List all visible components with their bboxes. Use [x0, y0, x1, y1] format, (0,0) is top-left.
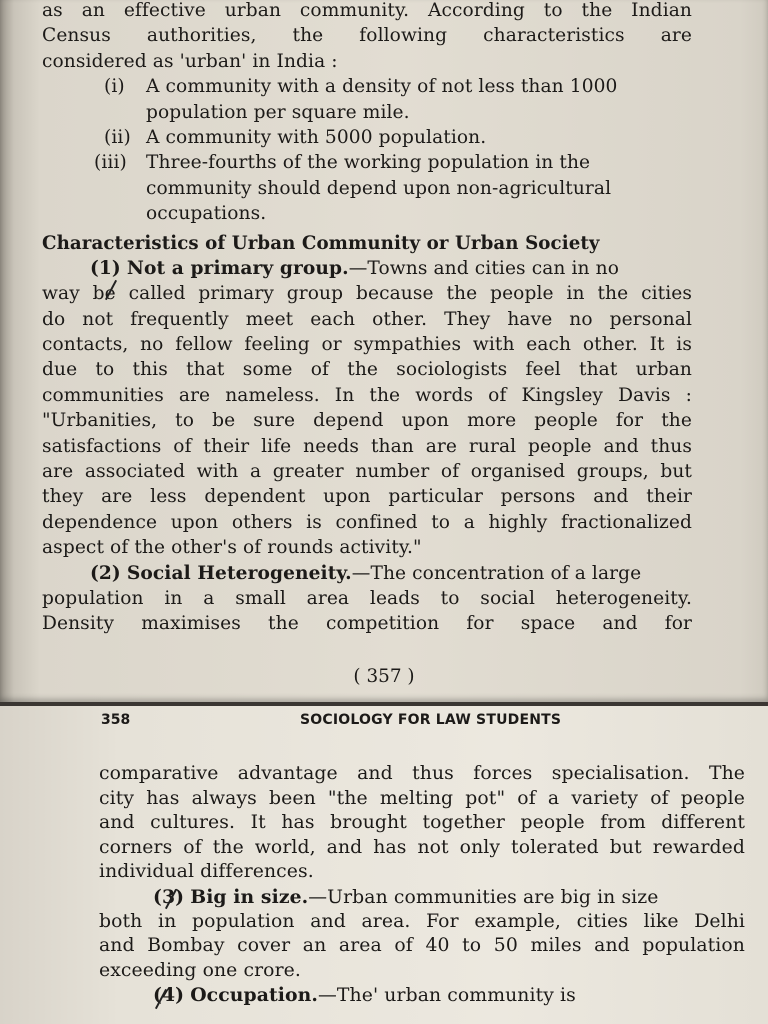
criterion-1-num: (i): [104, 76, 125, 98]
criterion-3: [42, 150, 692, 175]
point-1-num: (1): [90, 257, 121, 279]
point-4-title: Occupation.: [190, 984, 319, 1007]
page-357-text-column: [42, 0, 692, 637]
point-1-line: are associated with a greater number of organised groups, but: [42, 461, 692, 483]
criterion-3-line-1: Three-fourths of the working population in the: [146, 152, 591, 174]
criterion-3-line-2: community should depend upon non-agricultural: [146, 177, 612, 199]
page-358-text-column: [99, 762, 745, 1008]
point-4-first-rest: —The' urban community is: [318, 985, 576, 1007]
continuation-line: city has always been "the melting pot" of a variety of people: [99, 787, 745, 809]
point-1-line: satisfactions of their life needs than are rural people and thus: [42, 435, 692, 457]
book-page-358: [0, 706, 768, 1024]
point-1-line: communities are nameless. In the words of Kingsley Davis :: [42, 384, 692, 406]
criterion-3-num: (iii): [94, 152, 127, 174]
criterion-1: [42, 74, 692, 99]
point-1-line: dependence upon others is confined to a highly fractionalized: [42, 511, 692, 533]
point-2-first-rest: —The concentration of a large: [351, 562, 642, 584]
intro-line-2: Census authorities, the following characteristics are: [42, 25, 692, 47]
point-1-line: way be called primary group because the people in the cities: [42, 283, 692, 305]
point-3-first-rest: —Urban communities are big in size: [308, 886, 659, 908]
point-1-line: aspect of the other's of rounds activity.": [42, 537, 422, 559]
continuation-line: comparative advantage and thus forces specialisation. The: [99, 763, 745, 784]
criterion-1-line-2: population per square mile.: [146, 101, 410, 123]
running-head-title: SOCIOLOGY FOR LAW STUDENTS: [300, 712, 562, 728]
running-header: [0, 712, 768, 736]
point-1-first-line: [42, 256, 692, 281]
point-4-first-line: [99, 983, 745, 1008]
section-heading: Characteristics of Urban Community or Urban Society: [42, 232, 600, 254]
point-1-first-rest: —Towns and cities can in no: [348, 257, 619, 279]
point-3-num: (3): [153, 885, 185, 908]
criterion-2-num: (ii): [104, 126, 131, 148]
point-1-line: "Urbanities, to be sure depend upon more people for the: [42, 410, 692, 432]
continuation-line: and cultures. It has brought together people from different: [99, 812, 745, 834]
intro-line-3: considered as 'urban' in India :: [42, 50, 338, 72]
point-3-first-line: [99, 885, 745, 910]
point-1-line: do not frequently meet each other. They have no personal: [42, 308, 692, 330]
point-1-line: they are less dependent upon particular persons and their: [42, 486, 692, 508]
page-number-358: 358: [101, 712, 131, 728]
criterion-2: [42, 125, 692, 150]
point-1-line: due to this that some of the sociologists feel that urban: [42, 359, 692, 381]
point-2-num: (2): [90, 562, 121, 584]
point-2-line: Density maximises the competition for space and for: [42, 613, 692, 635]
criterion-3-line-3: occupations.: [146, 203, 267, 225]
continuation-line: corners of the world, and has not only tolerated but rewarded: [99, 836, 745, 858]
page-number-357: ( 357 ): [353, 666, 415, 687]
criterion-2-line-1: A community with 5000 population.: [146, 126, 487, 148]
point-2-first-line: [42, 561, 692, 586]
point-3-line: both in population and area. For example, cities like Delhi: [99, 910, 745, 932]
point-3-line: exceeding one crore.: [99, 959, 301, 981]
intro-line-1: as an effective urban community. According to the Indian: [42, 0, 692, 21]
point-3-title: Big in size.: [190, 885, 309, 908]
point-1-line: contacts, no fellow feeling or sympathies with each other. It is: [42, 334, 692, 356]
point-3-line: and Bombay cover an area of 40 to 50 miles and population: [99, 935, 745, 957]
point-4-num: (4): [153, 984, 185, 1007]
criterion-1-line-1: A community with a density of not less than 1000: [146, 76, 618, 98]
continuation-line: individual differences.: [99, 861, 314, 883]
point-2-title: Social Heterogeneity.: [126, 562, 352, 584]
point-2-line: population in a small area leads to social heterogeneity.: [42, 587, 692, 609]
point-1-title: Not a primary group.: [126, 257, 349, 279]
